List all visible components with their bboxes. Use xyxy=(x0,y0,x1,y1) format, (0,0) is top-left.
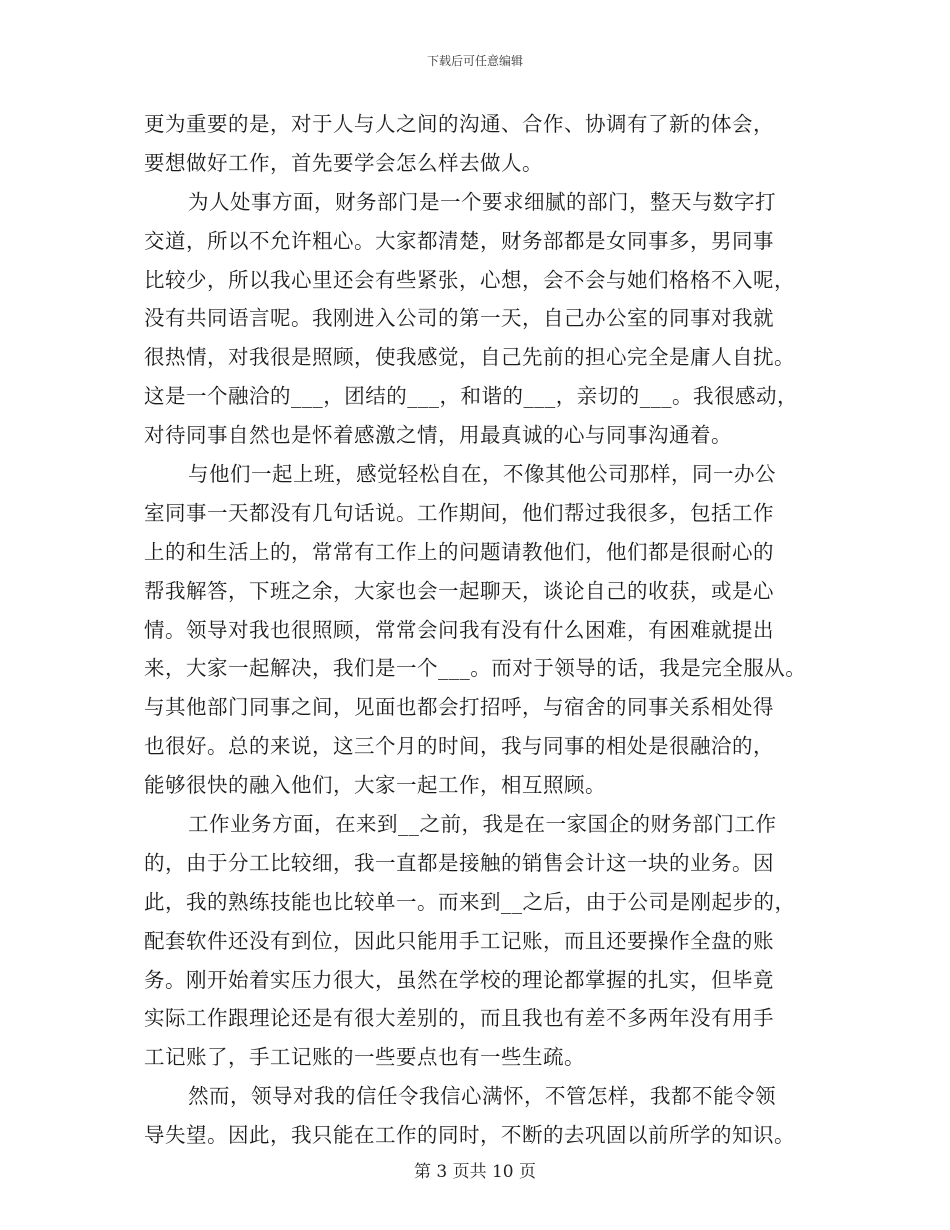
text-line: 工作业务方面，在来到__之前，我是在一家国企的财务部门工作 xyxy=(188,812,777,837)
text-line: 要想做好工作，首先要学会怎么样去做人。 xyxy=(144,150,543,175)
text-line: 交道，所以不允许粗心。大家都清楚，财务部都是女同事多，男同事 xyxy=(144,228,774,253)
text-line: 帮我解答，下班之余，大家也会一起聊天，谈论自己的收获，或是心 xyxy=(144,578,774,603)
text-line: 情。领导对我也很照顾，常常会问我有没有什么困难，有困难就提出 xyxy=(144,617,774,642)
text-line: 很热情，对我很是照顾，使我感觉，自己先前的担心完全是庸人自扰。 xyxy=(144,345,795,370)
text-line: 比较少，所以我心里还会有些紧张，心想，会不会与她们格格不入呢， xyxy=(144,267,795,292)
text-line: 实际工作跟理论还是有很大差别的，而且我也有差不多两年没有用手 xyxy=(144,1006,774,1031)
text-line: 能够很快的融入他们，大家一起工作，相互照顾。 xyxy=(144,773,606,798)
text-line: 没有共同语言呢。我刚进入公司的第一天，自己办公室的同事对我就 xyxy=(144,306,774,331)
text-line: 与他们一起上班，感觉轻松自在，不像其他公司那样，同一办公 xyxy=(188,462,776,487)
text-line: 的，由于分工比较细，我一直都是接触的销售会计这一块的业务。因 xyxy=(144,850,774,875)
document-body xyxy=(144,105,834,1155)
text-line: 对待同事自然也是怀着感激之情，用最真诚的心与同事沟通着。 xyxy=(144,423,732,448)
text-line: 也很好。总的来说，这三个月的时间，我与同事的相处是很融洽的， xyxy=(144,734,774,759)
text-line: 然而，领导对我的信任令我信心满怀，不管怎样，我都不能令领 xyxy=(188,1084,776,1109)
page-header: 下载后可任意编辑 xyxy=(426,54,523,68)
text-line: 为人处事方面，财务部门是一个要求细腻的部门，整天与数字打 xyxy=(188,189,776,214)
text-line: 上的和生活上的，常常有工作上的问题请教他们，他们都是很耐心的 xyxy=(144,539,774,564)
text-line: 这是一个融洽的___，团结的___，和谐的___，亲切的___。我很感动， xyxy=(144,384,798,409)
page-footer: 第 3 页共 10 页 xyxy=(413,1162,537,1182)
text-line: 工记账了，手工记账的一些要点也有一些生疏。 xyxy=(144,1045,585,1070)
text-line: 来，大家一起解决，我们是一个___。而对于领导的话，我是完全服从。 xyxy=(144,656,807,681)
text-line: 配套软件还没有到位，因此只能用手工记账，而且还要操作全盘的账 xyxy=(144,928,774,953)
text-line: 务。刚开始着实压力很大，虽然在学校的理论都掌握的扎实，但毕竟 xyxy=(144,967,774,992)
text-line: 此，我的熟练技能也比较单一。而来到__之后，由于公司是刚起步的， xyxy=(144,889,796,914)
text-line: 导失望。因此，我只能在工作的同时，不断的去巩固以前所学的知识。 xyxy=(144,1123,795,1148)
text-line: 室同事一天都没有几句话说。工作期间，他们帮过我很多，包括工作 xyxy=(144,500,774,525)
text-line: 更为重要的是，对于人与人之间的沟通、合作、协调有了新的体会， xyxy=(144,112,774,136)
text-line: 与其他部门同事之间，见面也都会打招呼，与宿舍的同事关系相处得 xyxy=(144,695,774,720)
